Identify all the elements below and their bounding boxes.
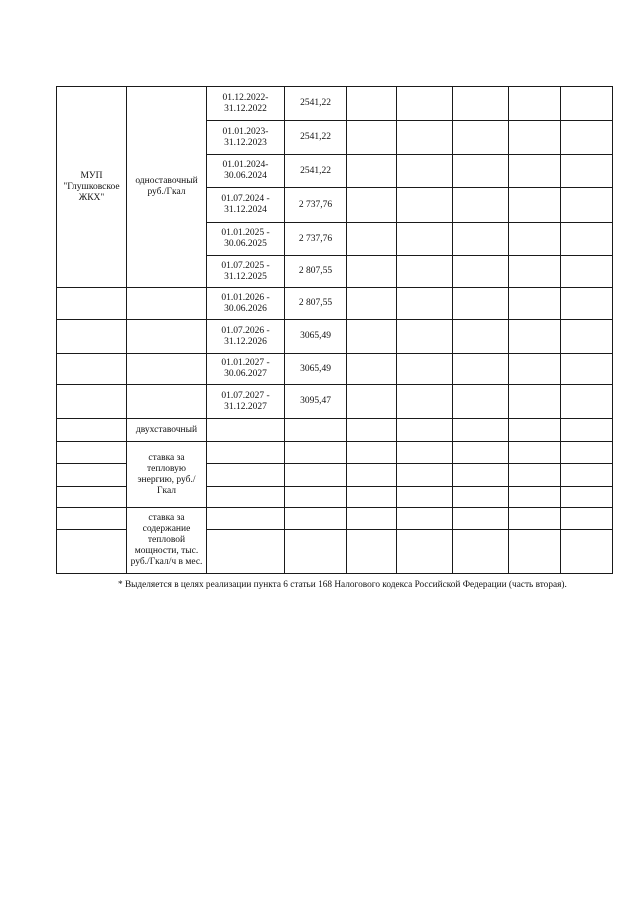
empty-cell: [561, 442, 613, 464]
empty-cell: [561, 419, 613, 442]
energy-rate-label-cell: ставка за тепловую энергию, руб./Гкал: [127, 442, 207, 508]
value-cell: 2 737,76: [285, 223, 347, 256]
empty-cell: [57, 385, 127, 419]
value-cell: 2541,22: [285, 87, 347, 121]
empty-cell: [453, 188, 509, 223]
empty-cell: [561, 188, 613, 223]
empty-cell: [57, 419, 127, 442]
empty-cell: [561, 87, 613, 121]
empty-cell: [509, 385, 561, 419]
value-cell: 2541,22: [285, 155, 347, 188]
period-cell: 01.12.2022- 31.12.2022: [207, 87, 285, 121]
empty-cell: [397, 530, 453, 574]
empty-cell: [397, 442, 453, 464]
empty-cell: [509, 87, 561, 121]
empty-cell: [397, 487, 453, 508]
empty-cell: [561, 530, 613, 574]
empty-cell: [509, 288, 561, 320]
empty-cell: [561, 223, 613, 256]
empty-cell: [453, 155, 509, 188]
empty-cell: [453, 87, 509, 121]
table-row: [57, 87, 613, 121]
empty-cell: [285, 442, 347, 464]
empty-cell: [509, 256, 561, 288]
empty-cell: [453, 354, 509, 385]
empty-cell: [57, 354, 127, 385]
table-row: [57, 354, 613, 385]
empty-cell: [561, 288, 613, 320]
value-cell: 3065,49: [285, 354, 347, 385]
empty-cell: [397, 508, 453, 530]
empty-cell: [509, 354, 561, 385]
period-cell: 01.01.2026 - 30.06.2026: [207, 288, 285, 320]
empty-cell: [127, 288, 207, 320]
empty-cell: [509, 121, 561, 155]
empty-cell: [347, 385, 397, 419]
empty-cell: [207, 508, 285, 530]
empty-cell: [397, 464, 453, 487]
empty-cell: [453, 508, 509, 530]
value-cell: 3095,47: [285, 385, 347, 419]
empty-cell: [509, 487, 561, 508]
empty-cell: [509, 419, 561, 442]
table-row: [57, 442, 613, 464]
table-row: [57, 385, 613, 419]
empty-cell: [57, 530, 127, 574]
period-cell: 01.01.2024- 30.06.2024: [207, 155, 285, 188]
empty-cell: [57, 508, 127, 530]
empty-cell: [453, 464, 509, 487]
empty-cell: [397, 385, 453, 419]
empty-cell: [207, 442, 285, 464]
empty-cell: [509, 530, 561, 574]
empty-cell: [347, 530, 397, 574]
empty-cell: [561, 508, 613, 530]
empty-cell: [397, 188, 453, 223]
empty-cell: [561, 320, 613, 354]
period-cell: 01.07.2024 - 31.12.2024: [207, 188, 285, 223]
table-row: [57, 288, 613, 320]
table-row: [57, 419, 613, 442]
empty-cell: [397, 320, 453, 354]
empty-cell: [561, 354, 613, 385]
empty-cell: [561, 121, 613, 155]
footnote: * Выделяется в целях реализации пункта 6 статьи 168 Налогового кодекса Российской Федерации (часть вторая).: [118, 580, 567, 590]
empty-cell: [347, 288, 397, 320]
empty-cell: [57, 288, 127, 320]
empty-cell: [347, 464, 397, 487]
empty-cell: [347, 188, 397, 223]
empty-cell: [207, 530, 285, 574]
empty-cell: [453, 530, 509, 574]
empty-cell: [509, 320, 561, 354]
empty-cell: [347, 155, 397, 188]
empty-cell: [397, 419, 453, 442]
empty-cell: [397, 223, 453, 256]
empty-cell: [347, 442, 397, 464]
table-row: [57, 508, 613, 530]
empty-cell: [509, 464, 561, 487]
empty-cell: [397, 155, 453, 188]
empty-cell: [453, 288, 509, 320]
empty-cell: [207, 487, 285, 508]
empty-cell: [509, 508, 561, 530]
empty-cell: [347, 508, 397, 530]
capacity-rate-label-cell: ставка за содержание тепловой мощности, тыс. руб./Гкал/ч в мес.: [127, 508, 207, 574]
empty-cell: [453, 223, 509, 256]
empty-cell: [453, 385, 509, 419]
value-cell: 2 807,55: [285, 288, 347, 320]
empty-cell: [509, 155, 561, 188]
one-rate-type-cell: одноставочный руб./Гкал: [127, 87, 207, 288]
tariff-table: [56, 86, 613, 574]
empty-cell: [57, 464, 127, 487]
period-cell: 01.07.2026 - 31.12.2026: [207, 320, 285, 354]
two-rate-label-cell: двухставочный: [127, 419, 207, 442]
empty-cell: [347, 320, 397, 354]
empty-cell: [509, 188, 561, 223]
empty-cell: [347, 354, 397, 385]
empty-cell: [509, 442, 561, 464]
empty-cell: [57, 487, 127, 508]
empty-cell: [207, 419, 285, 442]
period-cell: 01.01.2023- 31.12.2023: [207, 121, 285, 155]
empty-cell: [561, 155, 613, 188]
empty-cell: [347, 121, 397, 155]
empty-cell: [57, 320, 127, 354]
empty-cell: [453, 487, 509, 508]
empty-cell: [347, 223, 397, 256]
empty-cell: [127, 385, 207, 419]
empty-cell: [397, 256, 453, 288]
period-cell: 01.01.2025 - 30.06.2025: [207, 223, 285, 256]
empty-cell: [561, 487, 613, 508]
empty-cell: [397, 87, 453, 121]
value-cell: 2 807,55: [285, 256, 347, 288]
organization-cell: МУП "Глушковское ЖКХ": [57, 87, 127, 288]
empty-cell: [285, 508, 347, 530]
table-row: [57, 320, 613, 354]
empty-cell: [397, 121, 453, 155]
empty-cell: [57, 442, 127, 464]
empty-cell: [561, 385, 613, 419]
empty-cell: [285, 530, 347, 574]
value-cell: 3065,49: [285, 320, 347, 354]
empty-cell: [453, 121, 509, 155]
empty-cell: [453, 442, 509, 464]
period-cell: 01.07.2027 - 31.12.2027: [207, 385, 285, 419]
empty-cell: [347, 419, 397, 442]
empty-cell: [453, 419, 509, 442]
empty-cell: [285, 419, 347, 442]
empty-cell: [509, 223, 561, 256]
empty-cell: [127, 354, 207, 385]
empty-cell: [397, 354, 453, 385]
empty-cell: [453, 256, 509, 288]
value-cell: 2541,22: [285, 121, 347, 155]
empty-cell: [561, 464, 613, 487]
empty-cell: [561, 256, 613, 288]
value-cell: 2 737,76: [285, 188, 347, 223]
empty-cell: [285, 464, 347, 487]
empty-cell: [207, 464, 285, 487]
period-cell: 01.07.2025 - 31.12.2025: [207, 256, 285, 288]
empty-cell: [347, 487, 397, 508]
empty-cell: [347, 256, 397, 288]
period-cell: 01.01.2027 - 30.06.2027: [207, 354, 285, 385]
empty-cell: [453, 320, 509, 354]
empty-cell: [397, 288, 453, 320]
empty-cell: [347, 87, 397, 121]
empty-cell: [127, 320, 207, 354]
empty-cell: [285, 487, 347, 508]
